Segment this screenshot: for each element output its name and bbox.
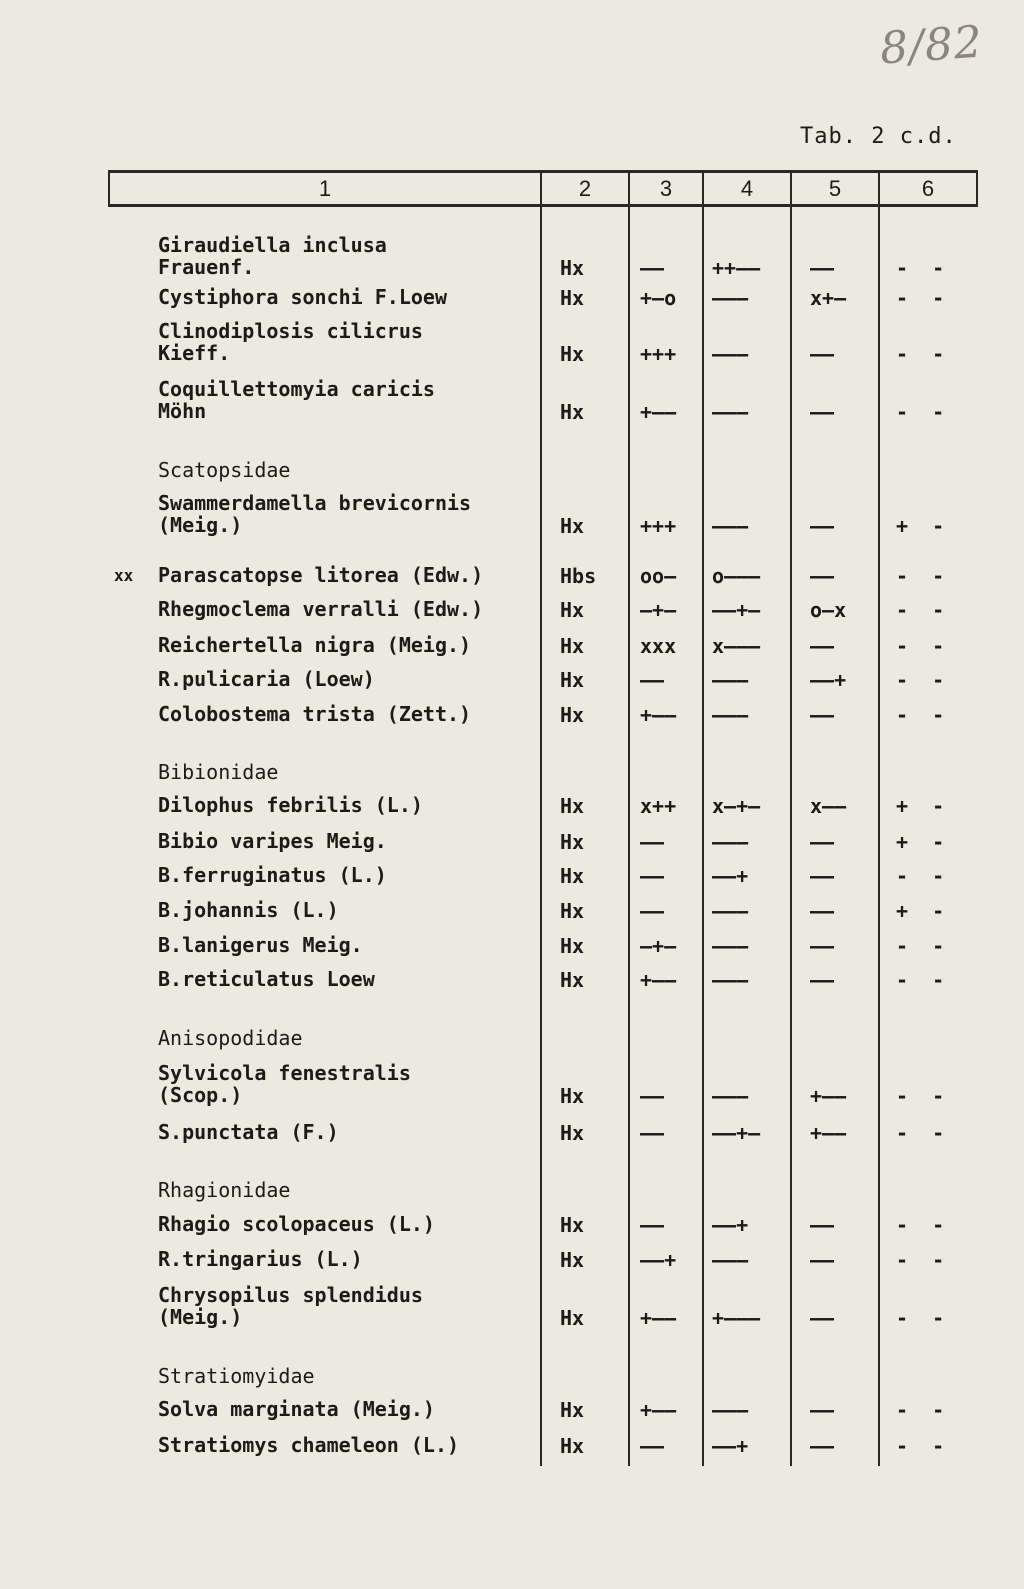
col5-value: +—— bbox=[810, 1121, 847, 1145]
habitat-code: Hx bbox=[560, 256, 585, 280]
col4-value: x—+— bbox=[712, 794, 761, 818]
col5-value: —— bbox=[810, 634, 835, 658]
species-name: B.ferruginatus (L.) bbox=[158, 863, 387, 887]
col4-value: ——— bbox=[712, 286, 749, 310]
species-name: Solva marginata (Meig.) bbox=[158, 1397, 435, 1421]
habitat-code: Hx bbox=[560, 342, 585, 366]
species-name: R.pulicaria (Loew) bbox=[158, 667, 375, 691]
col3-value: —+— bbox=[640, 934, 677, 958]
col5-value: —— bbox=[810, 934, 835, 958]
col4-value: x——— bbox=[712, 634, 761, 658]
col5-value: x+— bbox=[810, 286, 847, 310]
habitat-code: Hx bbox=[560, 1306, 585, 1330]
habitat-code: Hbs bbox=[560, 564, 597, 588]
habitat-code: Hx bbox=[560, 1213, 585, 1237]
col5-value: ——+ bbox=[810, 668, 847, 692]
species-name: B.lanigerus Meig. bbox=[158, 933, 363, 957]
col6-value: + - bbox=[896, 830, 951, 854]
species-name: R.tringarius (L.) bbox=[158, 1247, 363, 1271]
col4-value: ——— bbox=[712, 934, 749, 958]
col3-value: —— bbox=[640, 864, 665, 888]
species-name: S.punctata (F.) bbox=[158, 1120, 339, 1144]
col4-value: ——— bbox=[712, 1084, 749, 1108]
col4-value: ——— bbox=[712, 514, 749, 538]
col6-value: - - bbox=[896, 598, 951, 622]
row-marker: xx bbox=[114, 566, 134, 585]
col5-value: —— bbox=[810, 1306, 835, 1330]
species-name: Colobostema trista (Zett.) bbox=[158, 702, 472, 726]
col6-value: + - bbox=[896, 899, 951, 923]
col6-value: - - bbox=[896, 1121, 951, 1145]
col5-value: —— bbox=[810, 703, 835, 727]
col4-value: ——— bbox=[712, 830, 749, 854]
col3-value: x++ bbox=[640, 794, 677, 818]
col4-value: ++—— bbox=[712, 256, 761, 280]
species-name: B.johannis (L.) bbox=[158, 898, 339, 922]
header-col-2: 2 bbox=[578, 176, 592, 201]
species-name: Coquillettomyia caricis Möhn bbox=[158, 377, 435, 423]
species-name: B.reticulatus Loew bbox=[158, 967, 375, 991]
family-name: Stratiomyidae bbox=[158, 1364, 315, 1388]
col6-value: - - bbox=[896, 1434, 951, 1458]
col3-value: +++ bbox=[640, 342, 677, 366]
col5-value: —— bbox=[810, 1398, 835, 1422]
col6-value: - - bbox=[896, 1248, 951, 1272]
col3-value: +++ bbox=[640, 514, 677, 538]
col5-value: —— bbox=[810, 400, 835, 424]
species-name: Rhegmoclema verralli (Edw.) bbox=[158, 597, 484, 621]
col6-value: - - bbox=[896, 968, 951, 992]
col3-value: —— bbox=[640, 1084, 665, 1108]
col5-value: —— bbox=[810, 864, 835, 888]
table-reference: Tab. 2 c.d. bbox=[800, 124, 957, 149]
column-divider bbox=[702, 170, 704, 1466]
col3-value: —— bbox=[640, 668, 665, 692]
col3-value: +—— bbox=[640, 1398, 677, 1422]
habitat-code: Hx bbox=[560, 668, 585, 692]
col3-value: +—— bbox=[640, 400, 677, 424]
col6-value: - - bbox=[896, 1084, 951, 1108]
species-name: Bibio varipes Meig. bbox=[158, 829, 387, 853]
habitat-code: Hx bbox=[560, 830, 585, 854]
column-divider bbox=[878, 170, 880, 1466]
col4-value: ——+ bbox=[712, 1213, 749, 1237]
species-name: Rhagio scolopaceus (L.) bbox=[158, 1212, 435, 1236]
column-divider bbox=[540, 170, 542, 1466]
habitat-code: Hx bbox=[560, 598, 585, 622]
col3-value: —— bbox=[640, 1434, 665, 1458]
habitat-code: Hx bbox=[560, 703, 585, 727]
habitat-code: Hx bbox=[560, 1398, 585, 1422]
species-name: Sylvicola fenestralis (Scop.) bbox=[158, 1061, 411, 1107]
col6-value: - - bbox=[896, 286, 951, 310]
col3-value: —— bbox=[640, 1121, 665, 1145]
habitat-code: Hx bbox=[560, 899, 585, 923]
header-col-6: 6 bbox=[921, 176, 935, 201]
column-divider bbox=[790, 170, 792, 1466]
species-name: Giraudiella inclusa Frauenf. bbox=[158, 233, 387, 279]
col6-value: + - bbox=[896, 514, 951, 538]
col4-value: ——— bbox=[712, 1398, 749, 1422]
col5-value: —— bbox=[810, 830, 835, 854]
col6-value: - - bbox=[896, 934, 951, 958]
header-col-3: 3 bbox=[659, 176, 673, 201]
col3-value: +—o bbox=[640, 286, 677, 310]
col3-value: oo— bbox=[640, 564, 677, 588]
habitat-code: Hx bbox=[560, 1248, 585, 1272]
col6-value: - - bbox=[896, 1398, 951, 1422]
family-name: Bibionidae bbox=[158, 760, 279, 784]
col5-value: —— bbox=[810, 899, 835, 923]
col6-value: - - bbox=[896, 400, 951, 424]
col5-value: o—x bbox=[810, 598, 847, 622]
col3-value: +—— bbox=[640, 968, 677, 992]
col4-value: ——+ bbox=[712, 864, 749, 888]
col3-value: —— bbox=[640, 1213, 665, 1237]
habitat-code: Hx bbox=[560, 514, 585, 538]
col4-value: ——— bbox=[712, 968, 749, 992]
column-divider bbox=[628, 170, 630, 1466]
col6-value: - - bbox=[896, 342, 951, 366]
col3-value: —— bbox=[640, 899, 665, 923]
col5-value: —— bbox=[810, 968, 835, 992]
col6-value: - - bbox=[896, 1213, 951, 1237]
col4-value: ——+— bbox=[712, 598, 761, 622]
col5-value: —— bbox=[810, 342, 835, 366]
header-col-4: 4 bbox=[740, 176, 754, 201]
habitat-code: Hx bbox=[560, 634, 585, 658]
col5-value: —— bbox=[810, 1248, 835, 1272]
species-name: Dilophus febrilis (L.) bbox=[158, 793, 423, 817]
habitat-code: Hx bbox=[560, 968, 585, 992]
species-name: Reichertella nigra (Meig.) bbox=[158, 633, 472, 657]
habitat-code: Hx bbox=[560, 1434, 585, 1458]
species-name: Parascatopse litorea (Edw.) bbox=[158, 563, 484, 587]
family-name: Anisopodidae bbox=[158, 1026, 303, 1050]
habitat-code: Hx bbox=[560, 400, 585, 424]
col4-value: ——— bbox=[712, 668, 749, 692]
habitat-code: Hx bbox=[560, 286, 585, 310]
habitat-code: Hx bbox=[560, 934, 585, 958]
col6-value: - - bbox=[896, 634, 951, 658]
col6-value: - - bbox=[896, 564, 951, 588]
col4-value: o——— bbox=[712, 564, 761, 588]
species-name: Swammerdamella brevicornis (Meig.) bbox=[158, 491, 472, 537]
col3-value: ——+ bbox=[640, 1248, 677, 1272]
col4-value: ——— bbox=[712, 400, 749, 424]
col4-value: +——— bbox=[712, 1306, 761, 1330]
col3-value: —— bbox=[640, 256, 665, 280]
col6-value: + - bbox=[896, 794, 951, 818]
species-name: Stratiomys chameleon (L.) bbox=[158, 1433, 460, 1457]
col5-value: —— bbox=[810, 256, 835, 280]
family-name: Rhagionidae bbox=[158, 1178, 291, 1202]
table-top-rule bbox=[108, 170, 978, 173]
col5-value: x—— bbox=[810, 794, 847, 818]
family-name: Scatopsidae bbox=[158, 458, 291, 482]
header-col-5: 5 bbox=[828, 176, 842, 201]
col3-value: +—— bbox=[640, 1306, 677, 1330]
habitat-code: Hx bbox=[560, 1121, 585, 1145]
col4-value: ——— bbox=[712, 342, 749, 366]
species-name: Clinodiplosis cilicrus Kieff. bbox=[158, 319, 423, 365]
col3-value: +—— bbox=[640, 703, 677, 727]
col6-value: - - bbox=[896, 1306, 951, 1330]
col5-value: —— bbox=[810, 1434, 835, 1458]
col4-value: ——— bbox=[712, 899, 749, 923]
col6-value: - - bbox=[896, 864, 951, 888]
page-mark: 8/82 bbox=[878, 16, 985, 75]
col5-value: —— bbox=[810, 514, 835, 538]
habitat-code: Hx bbox=[560, 1084, 585, 1108]
species-name: Chrysopilus splendidus (Meig.) bbox=[158, 1283, 423, 1329]
col4-value: ——— bbox=[712, 703, 749, 727]
col6-value: - - bbox=[896, 668, 951, 692]
col5-value: —— bbox=[810, 1213, 835, 1237]
column-divider bbox=[976, 170, 978, 206]
col3-value: —— bbox=[640, 830, 665, 854]
col3-value: —+— bbox=[640, 598, 677, 622]
col4-value: ——+— bbox=[712, 1121, 761, 1145]
col5-value: +—— bbox=[810, 1084, 847, 1108]
col6-value: - - bbox=[896, 256, 951, 280]
habitat-code: Hx bbox=[560, 864, 585, 888]
header-col-1: 1 bbox=[318, 176, 332, 201]
col3-value: xxx bbox=[640, 634, 677, 658]
col5-value: —— bbox=[810, 564, 835, 588]
col6-value: - - bbox=[896, 703, 951, 727]
col4-value: ——— bbox=[712, 1248, 749, 1272]
habitat-code: Hx bbox=[560, 794, 585, 818]
col4-value: ——+ bbox=[712, 1434, 749, 1458]
species-name: Cystiphora sonchi F.Loew bbox=[158, 285, 447, 309]
